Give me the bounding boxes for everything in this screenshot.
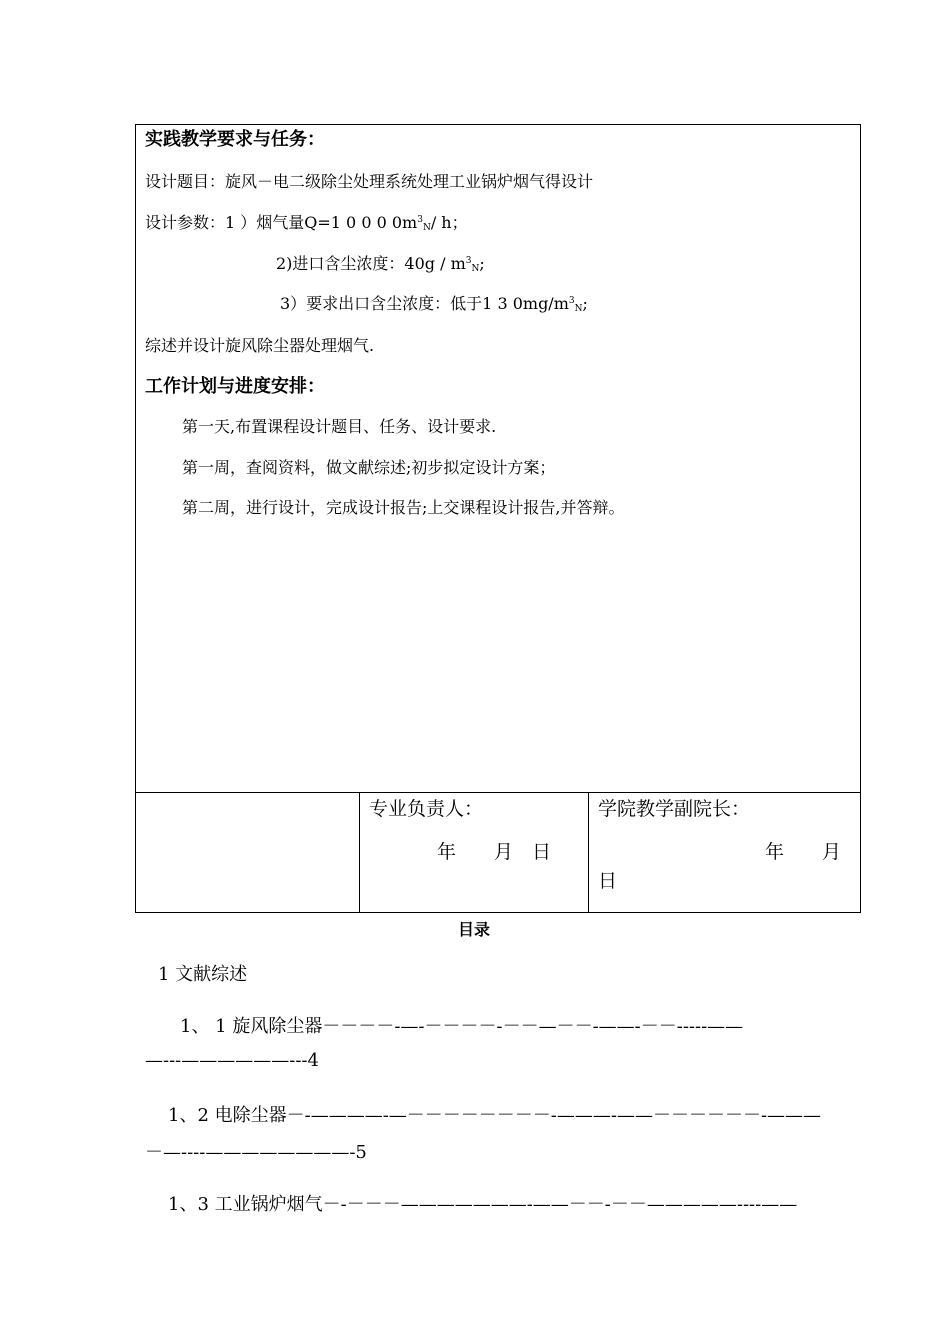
major-head-label: 专业负责人：: [369, 798, 484, 820]
param-3-sup: 3: [568, 296, 575, 306]
vice-dean-date-day: 日: [598, 870, 618, 892]
signature-column-divider-1: [359, 792, 360, 913]
vice-dean-date: 年 月: [765, 841, 842, 863]
plan-item: 第一周，查阅资料，做文献综述;初步拟定设计方案；: [182, 458, 556, 477]
design-topic: 设计题目：旋风－电二级除尘处理系统处理工业锅炉烟气得设计: [145, 172, 594, 191]
design-param-3: [280, 291, 588, 314]
toc-item-1-2: 1、2 电除尘器－-————-—－－－－－－－－-———-——－－－－－－-———: [168, 1105, 822, 1126]
design-param-2: [276, 251, 485, 274]
toc-title: 目录: [458, 920, 491, 939]
task-frame: [135, 124, 861, 913]
param-3-text: 3）要求出口含尘浓度：低于1 3 0mg/m: [280, 294, 569, 313]
plan-item: 第二周，进行设计，完成设计报告;上交课程设计报告,并答辩。: [182, 498, 625, 517]
param-1-sup: 3: [417, 215, 423, 225]
toc-item-1-1: 1、 1 旋风除尘器－－－－-—-－－－－-－－—－－-——-－－-----——: [180, 1016, 744, 1037]
design-param-1: [145, 210, 468, 233]
toc-item-1-3: 1、3 工业锅炉烟气－-－－－———————-——－－-－－—————----——: [168, 1194, 798, 1215]
param-3-tail: ;: [582, 294, 588, 313]
toc-item-1-1-cont: —---——————---4: [145, 1050, 319, 1071]
param-1-sub: N: [422, 223, 431, 233]
toc-item-1-2-cont: －—----————————-5: [145, 1142, 367, 1163]
param-2-text: 2)进口含尘浓度：40g / m: [276, 254, 466, 273]
param-2-sup: 3: [465, 256, 472, 266]
vice-dean-label: 学院教学副院长：: [598, 798, 751, 820]
summary-text: 综述并设计旋风除尘器处理烟气.: [145, 336, 375, 355]
signature-divider: [135, 792, 861, 793]
param-1-text: 设计参数：1 ）烟气量Q=1 0 0 0 0m: [145, 213, 418, 232]
param-3-sub: N: [574, 304, 583, 314]
plan-item: 第一天,布置课程设计题目、任务、设计要求.: [182, 417, 497, 436]
requirements-heading: 实践教学要求与任务：: [145, 129, 325, 150]
param-2-tail: ;: [479, 254, 485, 273]
signature-column-divider-2: [588, 792, 589, 913]
param-1-tail: / h；: [430, 213, 468, 232]
param-2-sub: N: [471, 264, 480, 274]
toc-section-1: 1 文献综述: [158, 964, 248, 985]
plan-heading: 工作计划与进度安排：: [145, 376, 325, 397]
major-head-date: 年 月 日: [437, 841, 552, 863]
